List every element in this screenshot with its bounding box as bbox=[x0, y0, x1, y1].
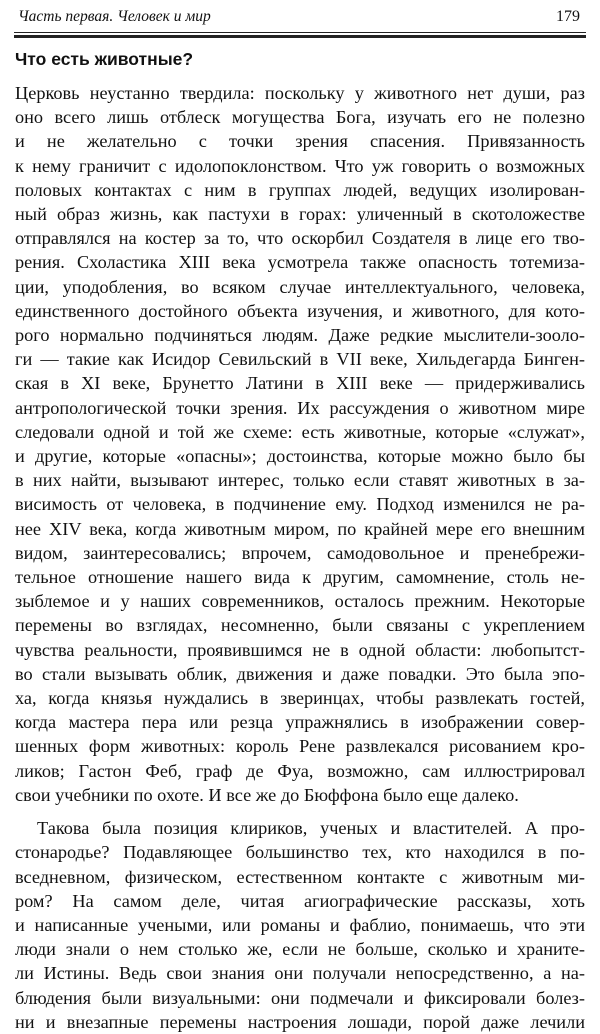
section-heading: Что есть животные? bbox=[15, 49, 194, 69]
text-line: блюдения были визуальными: они подмечали и фиксировали болез- bbox=[15, 987, 585, 1008]
text-line: ни и внезапные перемены настроения лошади, порой даже лечили bbox=[15, 1011, 585, 1032]
text-line: перемены во взглядах, несомненно, были связаны с укреплением bbox=[15, 615, 585, 636]
text-line: стонародье? Подавляющее большинство тех, кто находился в по- bbox=[15, 842, 585, 863]
text-line: рения. Схоластика XIII века усмотрела также опасность тотемиза- bbox=[15, 252, 585, 273]
paragraph-gap bbox=[15, 807, 585, 816]
text-line: в них найти, вызывают интерес, только если ставят животных в за- bbox=[15, 470, 585, 491]
text-line: видом, заинтересовались; впрочем, самодовольное и пренебрежи- bbox=[15, 542, 585, 563]
page-number: 179 bbox=[556, 8, 580, 25]
text-line: ром? На самом деле, читая агиографические рассказы, хоть bbox=[15, 890, 585, 911]
text-line: ликов; Гастон Феб, граф де Фуа, возможно, сам иллюстрировал bbox=[15, 760, 585, 781]
text-line: оно всего лишь отблеск могущества Бога, изучать его не полезно bbox=[15, 107, 585, 128]
running-title: Часть первая. Человек и мир bbox=[18, 8, 211, 25]
header-rule-thin bbox=[14, 32, 586, 33]
text-line: зыблемое и у наших современников, осталось прежним. Некоторые bbox=[15, 591, 585, 612]
body-text bbox=[15, 81, 585, 1034]
text-line: Такова была позиция клириков, ученых и властителей. А про- bbox=[37, 818, 585, 839]
text-line: шенных форм животных: король Рене развлекался рисованием кро- bbox=[15, 736, 585, 757]
text-line: ская в XI веке, Брунетто Латини в XIII веке — придерживались bbox=[15, 373, 585, 394]
text-line: чувства реальности, проявившимся не в одной области: любопытст- bbox=[15, 639, 585, 660]
text-line: половых контактах с ним в группах людей, ведущих изолирован- bbox=[15, 179, 585, 200]
text-line: единственного достойного объекта изучения, и животного, для кото- bbox=[15, 300, 585, 321]
text-line: ги — такие как Исидор Севильский в VII веке, Хильдегарда Бинген- bbox=[15, 349, 585, 370]
text-line: и написанные учеными, или романы и фаблио, понимаешь, что эти bbox=[15, 914, 585, 935]
text-line: висимость от человека, в подчинение ему. Подход изменился не ра- bbox=[15, 494, 585, 515]
text-line: и не желательно с точки зрения спасения. Привязанность bbox=[15, 131, 585, 152]
text-line: тельное отношение нашего вида к другим, самомнение, столь не- bbox=[15, 567, 585, 588]
header-rule-thick bbox=[14, 35, 586, 38]
text-line: Церковь неустанно твердила: поскольку у животного нет души, раз bbox=[15, 83, 585, 103]
text-line: следовали одной и той же схеме: есть животные, которые «служат», bbox=[15, 421, 585, 442]
text-line: ли Истины. Ведь свои знания они получали непосредственно, а на- bbox=[15, 963, 585, 984]
text-line: вседневном, физическом, естественном контакте с животным ми- bbox=[15, 866, 585, 887]
text-line: отправлялся на костер за то, что оскорбил Создателя в лице его тво- bbox=[15, 228, 585, 249]
paragraph bbox=[15, 81, 585, 807]
text-line: во стали вызывать облик, движения и даже повадки. Это была эпо- bbox=[15, 663, 585, 684]
text-line: и другие, которые «опасны»; достоинства, которые можно было бы bbox=[15, 446, 585, 467]
text-line: ный образ жизнь, как пастухи в горах: уличенный в скотоложестве bbox=[15, 204, 585, 225]
text-line: когда мастера пера или резца упражнялись в изображении совер- bbox=[15, 712, 585, 733]
paragraph bbox=[15, 816, 585, 1034]
text-line: нее XIV века, когда животным миром, по крайней мере его внешним bbox=[15, 518, 585, 539]
text-line: к нему граничит с идолопоклонством. Что уж говорить о возможных bbox=[15, 155, 585, 176]
text-line: ха, когда князья нуждались в зверинцах, чтобы развлекать гостей, bbox=[15, 688, 585, 709]
text-line: люди знали о нем столько же, если не больше, сколько и храните- bbox=[15, 939, 585, 960]
text-line: антропологической точки зрения. Их рассуждения о животном мире bbox=[15, 397, 585, 418]
text-line: рого нормально подчиняться людям. Даже редкие мыслители-зооло- bbox=[15, 325, 585, 346]
running-head bbox=[14, 6, 586, 32]
text-line: ции, уподобления, во всяком случае интеллектуального, человека, bbox=[15, 276, 585, 297]
text-line: свои учебники по охоте. И все же до Бюффона было еще далеко. bbox=[15, 784, 519, 805]
